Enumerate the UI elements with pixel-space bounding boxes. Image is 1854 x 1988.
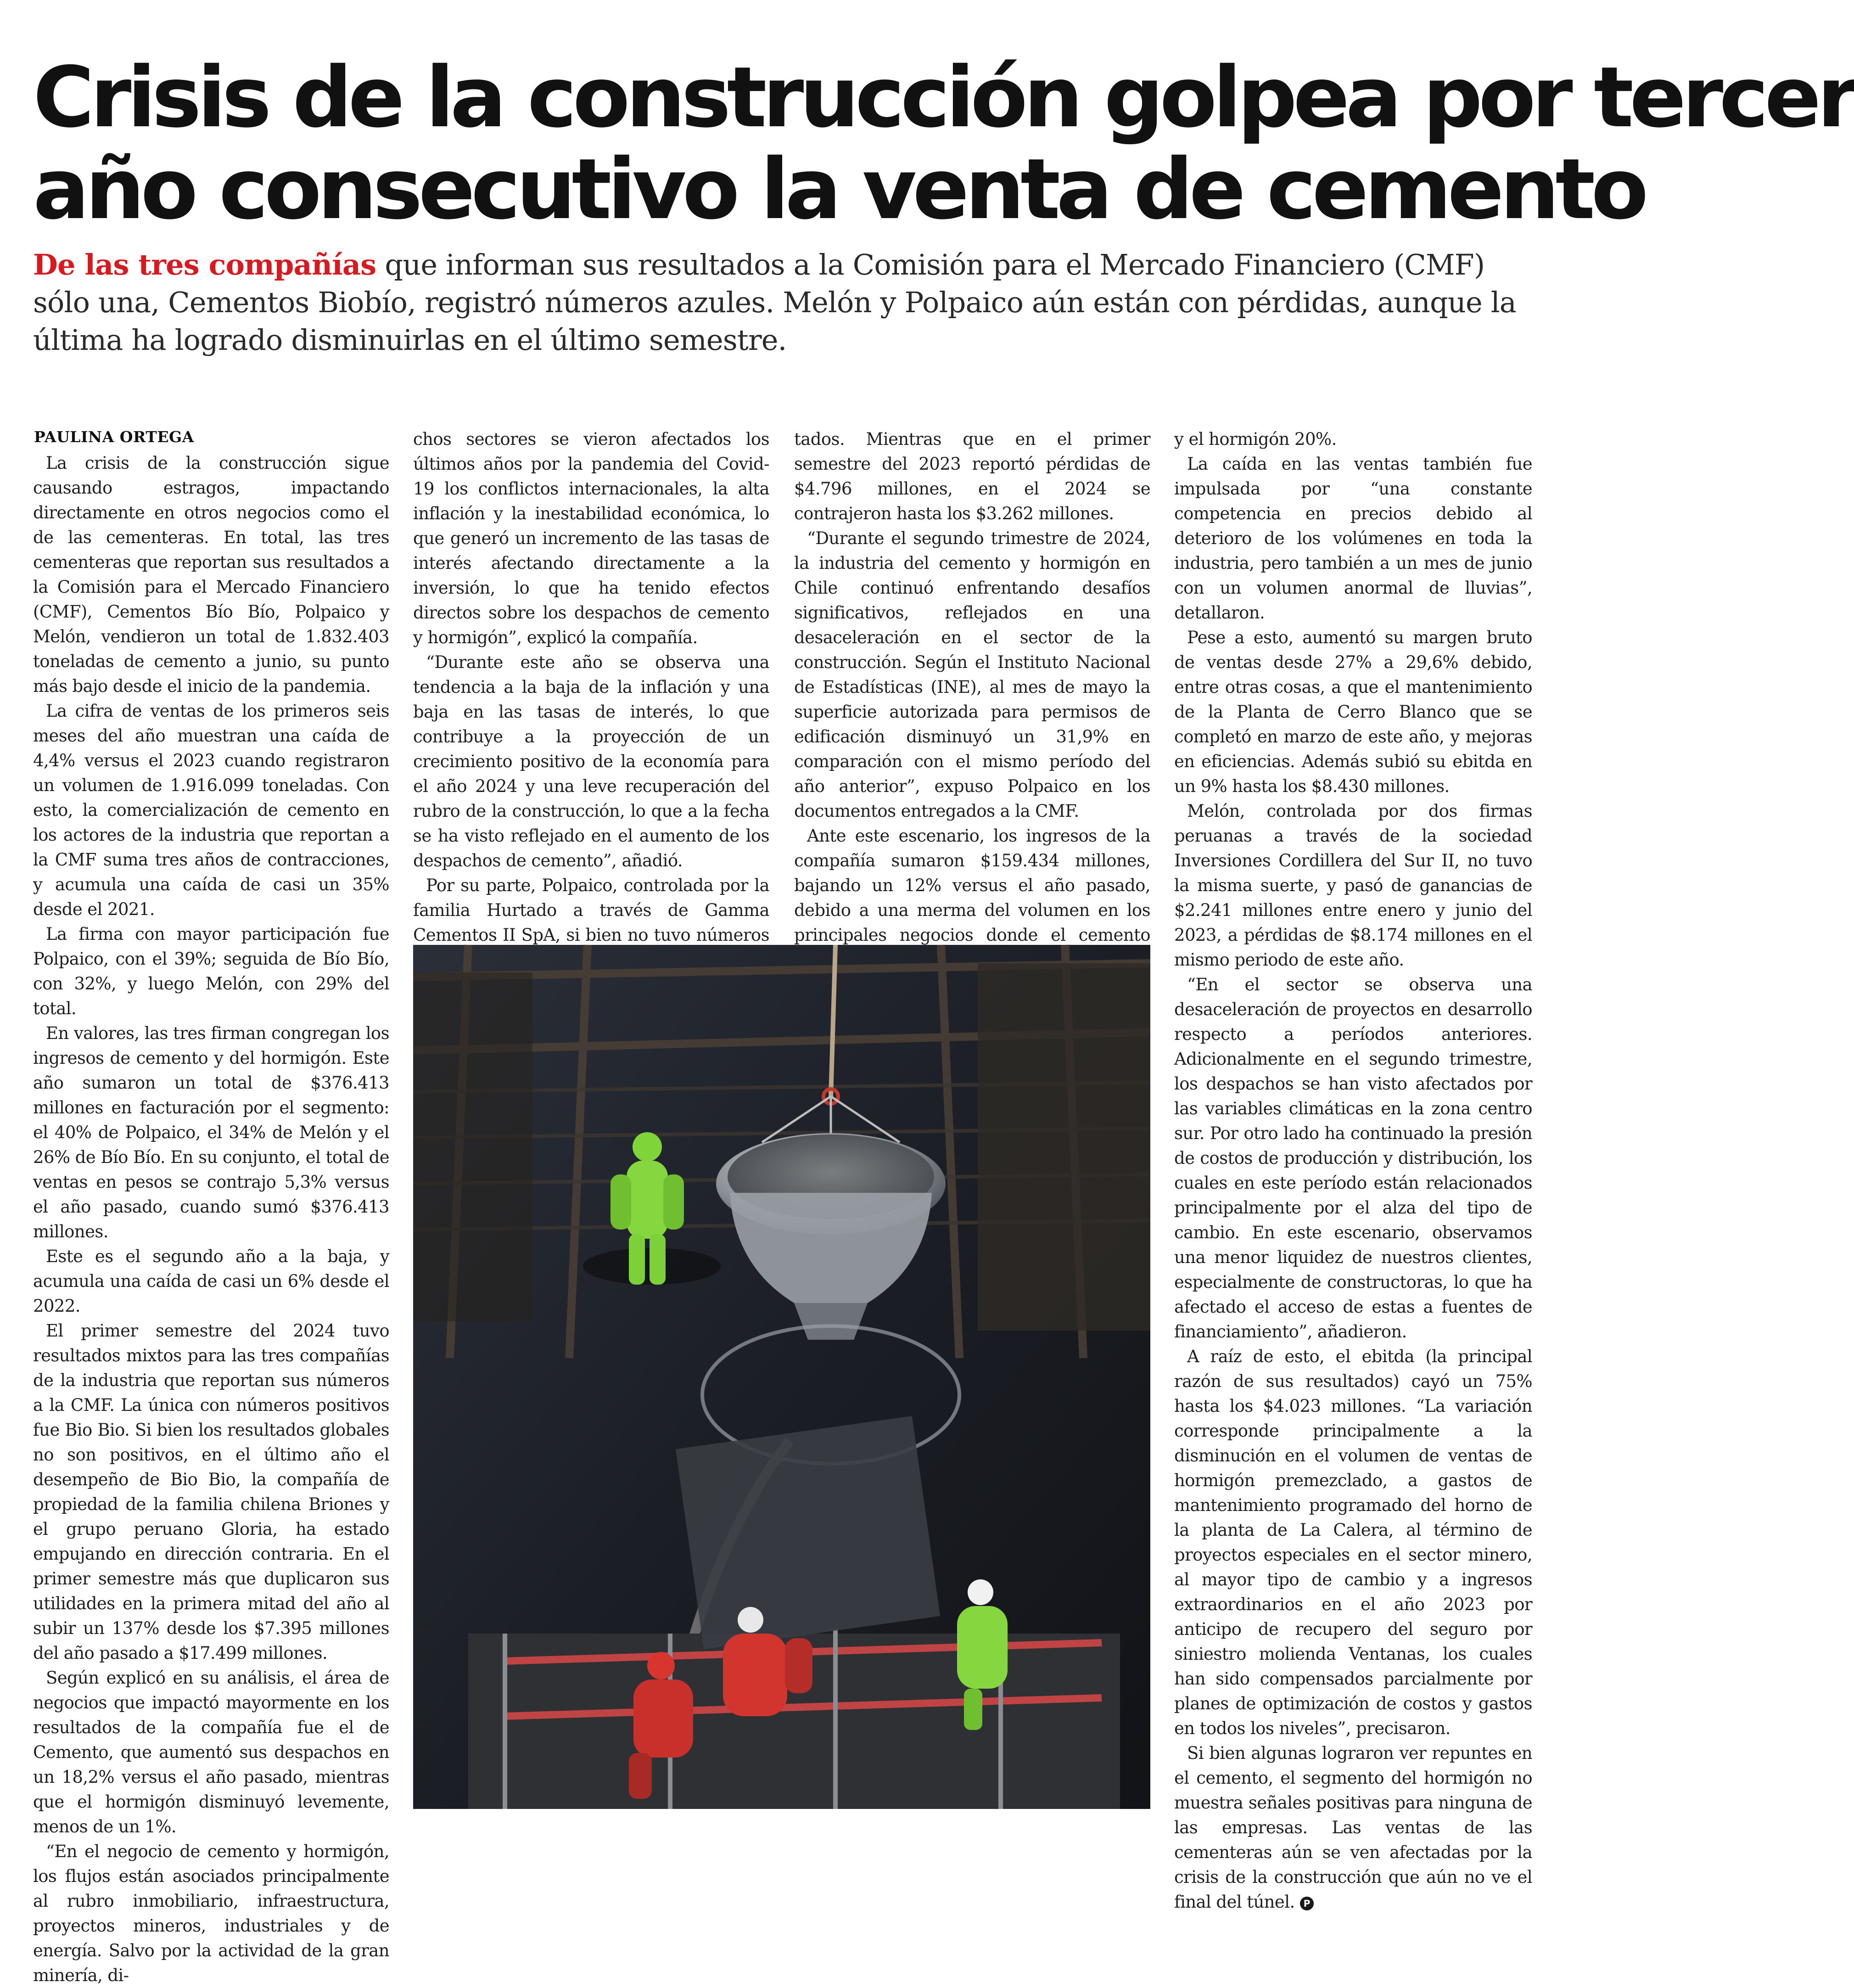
article-column-1 (33, 451, 389, 1985)
paragraph: chos sectores se vieron afectados los últimos años por la pandemia del Covid-19 los conflictos internacionales, la alta inflación y la inestabilidad económica, lo que generó un incremento de las tasas de interés afectando directamente a la inversión, lo que ha tenido efectos directos sobre los despachos de cemento y hormigón”, explicó la compañía. (413, 429, 769, 647)
construction-photo (413, 945, 1150, 1809)
paragraph (1174, 1741, 1532, 1915)
paragraph: Por su parte, Polpaico, controlada por la familia Hurtado a través de Gamma Cementos II SpA, si bien no tuvo números (413, 876, 769, 945)
paragraph: La cifra de ventas de los primeros seis meses del año muestran una caída de 4,4% versus el 2023 cuando registraron un volumen de 1.916.099 toneladas. Con esto, la comercialización de cemento en los actores de la industria que reportan a la CMF suma tres años de contracciones, y acumula una caída de casi un 35% desde el 2021. (33, 701, 389, 919)
article-column-4 (1174, 427, 1532, 1912)
paragraph: Melón, controlada por dos firmas peruanas a través de la sociedad Inversiones Cordillera del Sur II, no tuvo la misma suerte, y pasó de ganancias de $2.241 millones entre enero y junio del 2023, a pérdidas de $8.174 millones en el mismo periodo de este año. (1174, 801, 1532, 970)
paragraph: y el hormigón 20%. (1174, 429, 1337, 449)
paragraph: “En el sector se observa una desaceleración de proyectos en desarrollo respecto a períodos anteriores. Adicionalmente en el segundo trimestre, los despachos se han visto afectados por las variables climáticas en la zona centro sur. Por otro lado ha continuado la presión de costos de producción y distribución, los cuales en este período están relacionados principalmente por el alza del tipo de cambio. En este escenario, observamos una menor liquidez de nuestros clientes, especialmente de constructoras, lo que ha afectado el acceso de estas a fuentes de financiamiento”, añadieron. (1174, 975, 1532, 1342)
paragraph: El primer semestre del 2024 tuvo resultados mixtos para las tres compañías de la industria que reportan sus números a la CMF. La única con números positivos fue Bio Bio. Si bien los resultados globales no son positivos, en el último año el desempeño de Bio Bio, la compañía de propiedad de la familia chilena Briones y el grupo peruano Gloria, ha estado empujando en dirección contraria. En el primer semestre más que duplicaron sus utilidades en la primera mitad del año al subir un 137% desde los $7.395 millones del año pasado a $17.499 millones. (33, 1321, 389, 1663)
article-column-2 (413, 427, 769, 945)
deck-text: que informan sus resultados a la Comisión para el Mercado Financiero (CMF) sólo una, Cementos Biobío, registró números azules. Melón y Polpaico aún están con pérdidas, aunque la última ha logrado disminuirlas en el último semestre. (33, 248, 1516, 357)
paragraph: “En el negocio de cemento y hormigón, los flujos están asociados principalmente al rubro inmobiliario, infraestructura, proyectos mineros, industriales y de energía. Salvo por la actividad de la gran minería, di- (33, 1842, 389, 1985)
paragraph: Ante este escenario, los ingresos de la compañía sumaron $159.434 millones, bajando un 12% versus el año pasado, debido a una merma del volumen en los principales negocios donde el cemento (794, 826, 1150, 945)
paragraph: A raíz de esto, el ebitda (la principal razón de sus resultados) cayó un 75% hasta los $4.023 millones. “La variación corresponde principalmente a la disminución en el volumen de ventas de hormigón premezclado, a gastos de mantenimiento programado del horno de la planta de La Calera, al término de proyectos especiales en el sector minero, al mayor tipo de cambio y a ingresos extraordinarios en el año 2023 por anticipo de recupero del seguro por siniestro molienda Ventanas, los cuales han sido compensados parcialmente por planes de optimización de costos y gastos en todos los niveles”, precisaron. (1174, 1347, 1532, 1738)
paragraph: Pese a esto, aumentó su margen bruto de ventas desde 27% a 29,6% debido, entre otras cosas, a que el mantenimiento de la Planta de Cerro Blanco que se completó en marzo de este año, y mejoras en eficiencias. Además subió su ebitda en un 9% hasta los $8.430 millones. (1174, 628, 1532, 796)
byline: PAULINA ORTEGA (34, 428, 194, 446)
deck (33, 246, 1539, 359)
closing-text: Si bien algunas lograron ver repuntes en el cemento, el segmento del hormigón no muestra señales positivas para ninguna de las empresas. Las ventas de las cementeras aún se ven afectadas por la crisis de la construcción que aún no ve el final del túnel. (1174, 1743, 1532, 1912)
deck-lead: De las tres compañías (33, 248, 376, 281)
headline-line-1: Crisis de la construcción golpea por tercer (33, 49, 1854, 146)
end-mark-icon: P (1300, 1897, 1314, 1910)
concrete-bucket-illustration (413, 945, 1150, 1809)
paragraph: tados. Mientras que en el primer semestre del 2023 reportó pérdidas de $4.796 millones, en el 2024 se contrajeron hasta los $3.262 millones. (794, 429, 1150, 523)
headline (33, 49, 1854, 238)
paragraph: La caída en las ventas también fue impulsada por “una constante competencia en precios debido al deterioro de los volúmenes en toda la industria, pero también a un mes de junio con un volumen anormal de lluvias”, detallaron. (1174, 454, 1532, 623)
paragraph: La firma con mayor participación fue Polpaico, con el 39%; seguida de Bío Bío, con 32%, y luego Melón, con 29% del total. (33, 924, 389, 1018)
headline-line-2: año consecutivo la venta de cemento (33, 140, 1645, 238)
paragraph: Según explicó en su análisis, el área de negocios que impactó mayormente en los resultados de la compañía fue el de Cemento, que aumentó sus despachos en un 18,2% versus el año pasado, mientras que el hormigón disminuyó levemente, menos de un 1%. (33, 1668, 389, 1836)
paragraph: “Durante el segundo trimestre de 2024, la industria del cemento y hormigón en Chile continuó enfrentando desafíos significativos, reflejados en una desaceleración en el sector de la construcción. Según el Instituto Nacional de Estadísticas (INE), al mes de mayo la superficie autorizada para permisos de edificación disminuyó un 31,9% en comparación con el mismo período del año anterior”, expuso Polpaico en los documentos entregados a la CMF. (794, 528, 1150, 821)
paragraph: “Durante este año se observa una tendencia a la baja de la inflación y una baja en las tasas de interés, lo que contribuye a la proyección de un crecimiento positivo de la economía para el año 2024 y una leve recuperación del rubro de la construcción, lo que a la fecha se ha visto reflejado en el aumento de los despachos de cemento”, añadió. (413, 652, 769, 870)
paragraph: En valores, las tres firman congregan los ingresos de cemento y del hormigón. Este año sumaron un total de $376.413 millones en facturación por el segmento: el 40% de Polpaico, el 34% de Melón y el 26% de Bío Bío. En su conjunto, el total de ventas en pesos se contrajo 5,3% versus el año pasado, cuando sumó $376.413 millones. (33, 1023, 389, 1241)
paragraph: La crisis de la construcción sigue causando estragos, impactando directamente en otros negocios como el de las cementeras. En total, las tres cementeras que reportan sus resultados a la Comisión para el Mercado Financiero (CMF), Cementos Bío Bío, Polpaico y Melón, vendieron un total de 1.832.403 toneladas de cemento a junio, su punto más bajo desde el inicio de la pandemia. (33, 453, 389, 696)
article-column-3 (794, 427, 1150, 945)
paragraph: Este es el segundo año a la baja, y acumula una caída de casi un 6% desde el 2022. (33, 1247, 389, 1316)
